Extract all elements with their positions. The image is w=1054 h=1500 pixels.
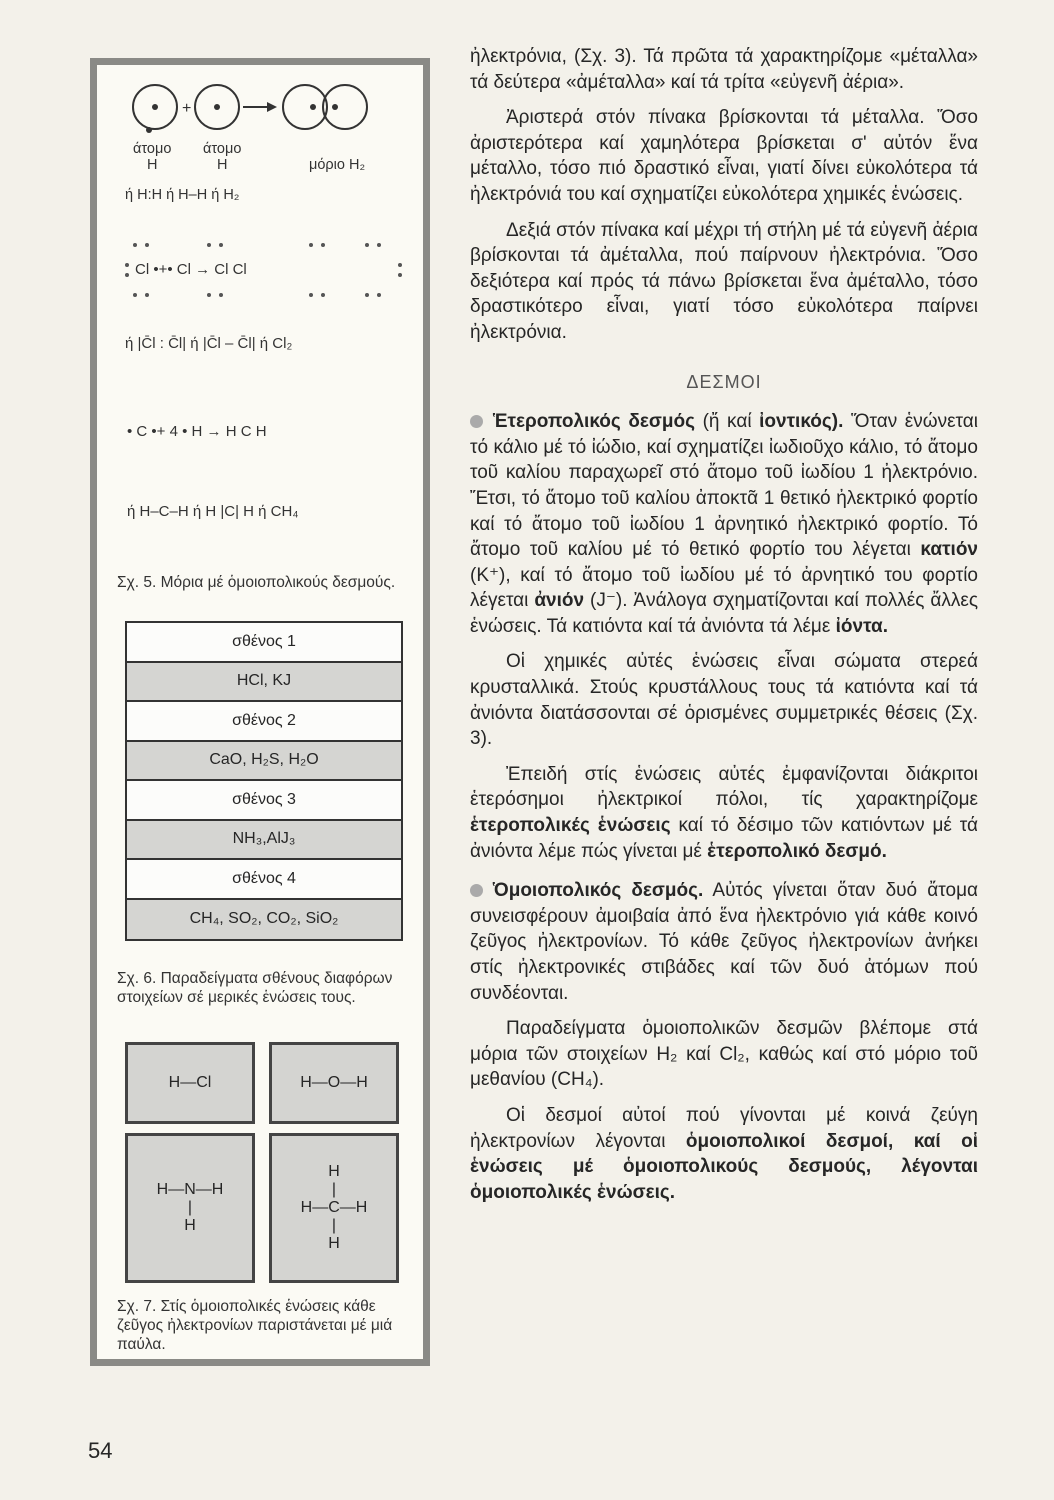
atom-h-label-1: άτομο Η [133,141,172,173]
page-number: 54 [88,1438,113,1463]
paragraph-metals-intro: ἠλεκτρόνια, (Σχ. 3). Τά πρῶτα τά χαρακτηρίζομε «μέταλλα» τά δεύτερα «ἀμέταλλα» καί τά τρίτα «εὐγενῆ ἀέρια». [470,46,978,93]
nh3-structure-box [125,1133,255,1283]
ch4-mid-row: Η—C—Η [300,1199,368,1216]
paragraph-covalent-bond: Ὁμοιοπολικός δεσμός. Αὐτός γίνεται ὅταν δυό ἄτομα συνεισφέρουν ἀμοιβαία ἀπό ἕνα ἠλεκτρόνιο γιά κάθε κοινό ζεῦγος ἠλεκτρονίων. Τό κάθε ζεῦγος ἠλεκτρονίων ἀνήκει στίς ἠλεκτρονικές στιβάδες καί τῶν δυό ἀτόμων πού συνδέονται. [470,880,978,1004]
nh3-bottom-h: Η [184,1217,196,1234]
paragraph-metals: Ἀριστερά στόν πίνακα βρίσκονται τά μέταλλα. Ὅσο ἀριστερότερα καί χαμηλότερα βρίσκεται σ' αὐτόν ἕνα μέταλλο, τόσο πιό δραστικό εἶναι, γιατί δίνει εὐκολότερα τά ἠλεκτρόνιά του καί σχηματίζει εὐκολότερα χημικές ἑνώσεις. [470,107,978,205]
bullet-icon [470,884,483,897]
paragraph-covalent-examples: Παραδείγματα ὁμοιοπολικῶν δεσμῶν βλέπομε στά μόρια τῶν στοιχείων H₂ καί Cl₂, καθώς καί στό μόριο τοῦ μεθανίου (CH₄). [470,1018,978,1091]
paragraph-ionic-compounds: Ἐπειδή στίς ἑνώσεις αὐτές ἐμφανίζονται διάκριτοι ἑτερόσημοι ἠλεκτρικοί πόλοι, τίς χαρακτηρίζομε ἑτεροπολικές ἑνώσεις καί τό δέσιμο τῶν κατιόντων μέ τά ἀνιόντα λέμε πώς γίνεται μέ ἑτεροπολικό δεσμό. [470,763,978,862]
valence-table [125,621,403,941]
atom-h-label-2: άτομο Η [203,141,242,173]
h2-molecule-right [323,85,367,129]
paragraph-ionic-bond: Ἑτεροπολικός δεσμός (ἤ καί ἰοντικός). Ὅταν ἑνώνεται τό κάλιο μέ τό ἰώδιο, καί σχηματίζει ἰωδιοῦχο κάλιο, τό ἄτομο τοῦ καλίου παραχωρεῖ στό ἄτομο τοῦ ἰωδίου 1 ἠλεκτρόνιο. Ἔτσι, τό ἄτομο τοῦ καλίου ἀποκτᾶ 1 θετικό ἠλεκτρικό φορτίο καί τό ἄτομο τοῦ ἰωδίου 1 ἀρνητικό ἠλεκτρικό φορτίο. Τό ἄτομο τοῦ καλίου μέ τό θετικό φορτίο του λέγεται κατιόν (Κ⁺), καί τό ἄτομο τοῦ ἰωδίου μέ τό ἀρνητικό του φορτίο λέγεται ἀνιόν (J⁻). Ἀνάλογα σχηματίζονται καί πολλές ἄλλες ἑνώσεις. Τά κατιόντα καί τά ἀνιόντα τά λέμε ἰόντα. [470,411,978,637]
table-row: σθένος 2 [127,702,401,742]
table-row: σθένος 4 [127,860,401,900]
ch4-bond-bottom: | [331,1217,337,1234]
table-row: σθένος 3 [127,781,401,821]
ch4-top-h: Η [328,1163,340,1180]
fig7-caption: Σχ. 7. Στίς ὁμοιοπολικές ἑνώσεις κάθε ζεῦγος ἠλεκτρονίων παριστάνεται μέ μιά παύλα. [117,1298,393,1353]
section-heading-bonds: ΔΕΣΜΟΙ [686,371,762,392]
h2-formation-diagram [127,75,427,145]
paragraph-crystals: Οἱ χημικές αὐτές ἑνώσεις εἶναι σώματα στερεά κρυσταλλικά. Στούς κρυστάλλους τους τά κατιόντα καί τά ἀνιόντα διατάσσονται σέ ὁρισμένες συμμετρικές θέσεις (Σχ. 3). [470,651,978,750]
main-text-column [470,44,978,1205]
table-row: σθένος 1 [127,623,401,663]
h2o-structure-box [269,1042,399,1124]
molecule-label: μόριο Η₂ [309,157,366,173]
ch4-dot-formula: • C •+ 4 • Η → Η C Η [127,423,267,440]
nh3-bond: | [187,1199,193,1216]
svg-text:+: + [182,100,192,117]
cl2-dot-formula: Cl •+• Cl → Cl Cl [135,261,247,278]
fig5-caption: Σχ. 5. Μόρια μέ ὁμοιοπολικούς δεσμούς. [117,574,396,591]
paragraph-nonmetals: Δεξιά στόν πίνακα καί μέχρι τή στήλη μέ τά εὐγενῆ ἀέρια βρίσκονται τά ἀμέταλλα, πού παίρνουν ἠλεκτρόνια. Ὅσο δεξιότερα καί πρός τά πάνω βρίσκεται ἕνα ἀμέταλλο, τόσο δραστικότερο εἶναι, γιατί τόσο εὐκολότερα παίρνει ἠλεκτρόνια. [470,219,978,343]
table-row: HCl, KJ [127,663,401,703]
hcl-formula: Η—Cl [168,1074,212,1091]
bullet-icon [470,415,483,428]
fig6-caption: Σχ. 6. Παραδείγματα σθένους διαφόρων στοιχείων σέ μερικές ἑνώσεις τους. [117,970,393,1006]
h2-notation: ή Η:Η ή Η–Η ή Η₂ [125,187,240,203]
nh3-top-row: Η—Ν—Η [156,1181,224,1198]
ch4-bond-top: | [331,1181,337,1198]
paragraph-covalent-definition: Οἱ δεσμοί αὐτοί πού γίνονται μέ κοινά ζεύγη ἠλεκτρονίων λέγονται ὁμοιοπολικοί δεσμοί, καί οἱ ἑνώσεις μέ ὁμοιοπολικούς δεσμούς, λέγονται ὁμοιοπολικές ἑνώσεις. [470,1104,979,1203]
ch4-bottom-h: Η [328,1235,340,1252]
figure-sidebar [90,58,430,1366]
ch4-alt-notation: ή Η–C–Η ή Η |C| Η ή CH₄ [127,503,299,520]
h2o-formula: Η—Ο—Η [300,1074,368,1091]
table-row: CaO, H₂S, H₂O [127,742,401,782]
hcl-structure-box [125,1042,255,1124]
h2-molecule-left [283,85,327,129]
ch4-structure-box [269,1133,399,1283]
table-row: NH₃,AlJ₃ [127,821,401,861]
cl2-alt-notation: ή |C̄l : C̄l| ή |C̄l – C̄l| ή Cl₂ [125,335,293,352]
table-row: CH₄, SO₂, CO₂, SiO₂ [127,900,401,940]
